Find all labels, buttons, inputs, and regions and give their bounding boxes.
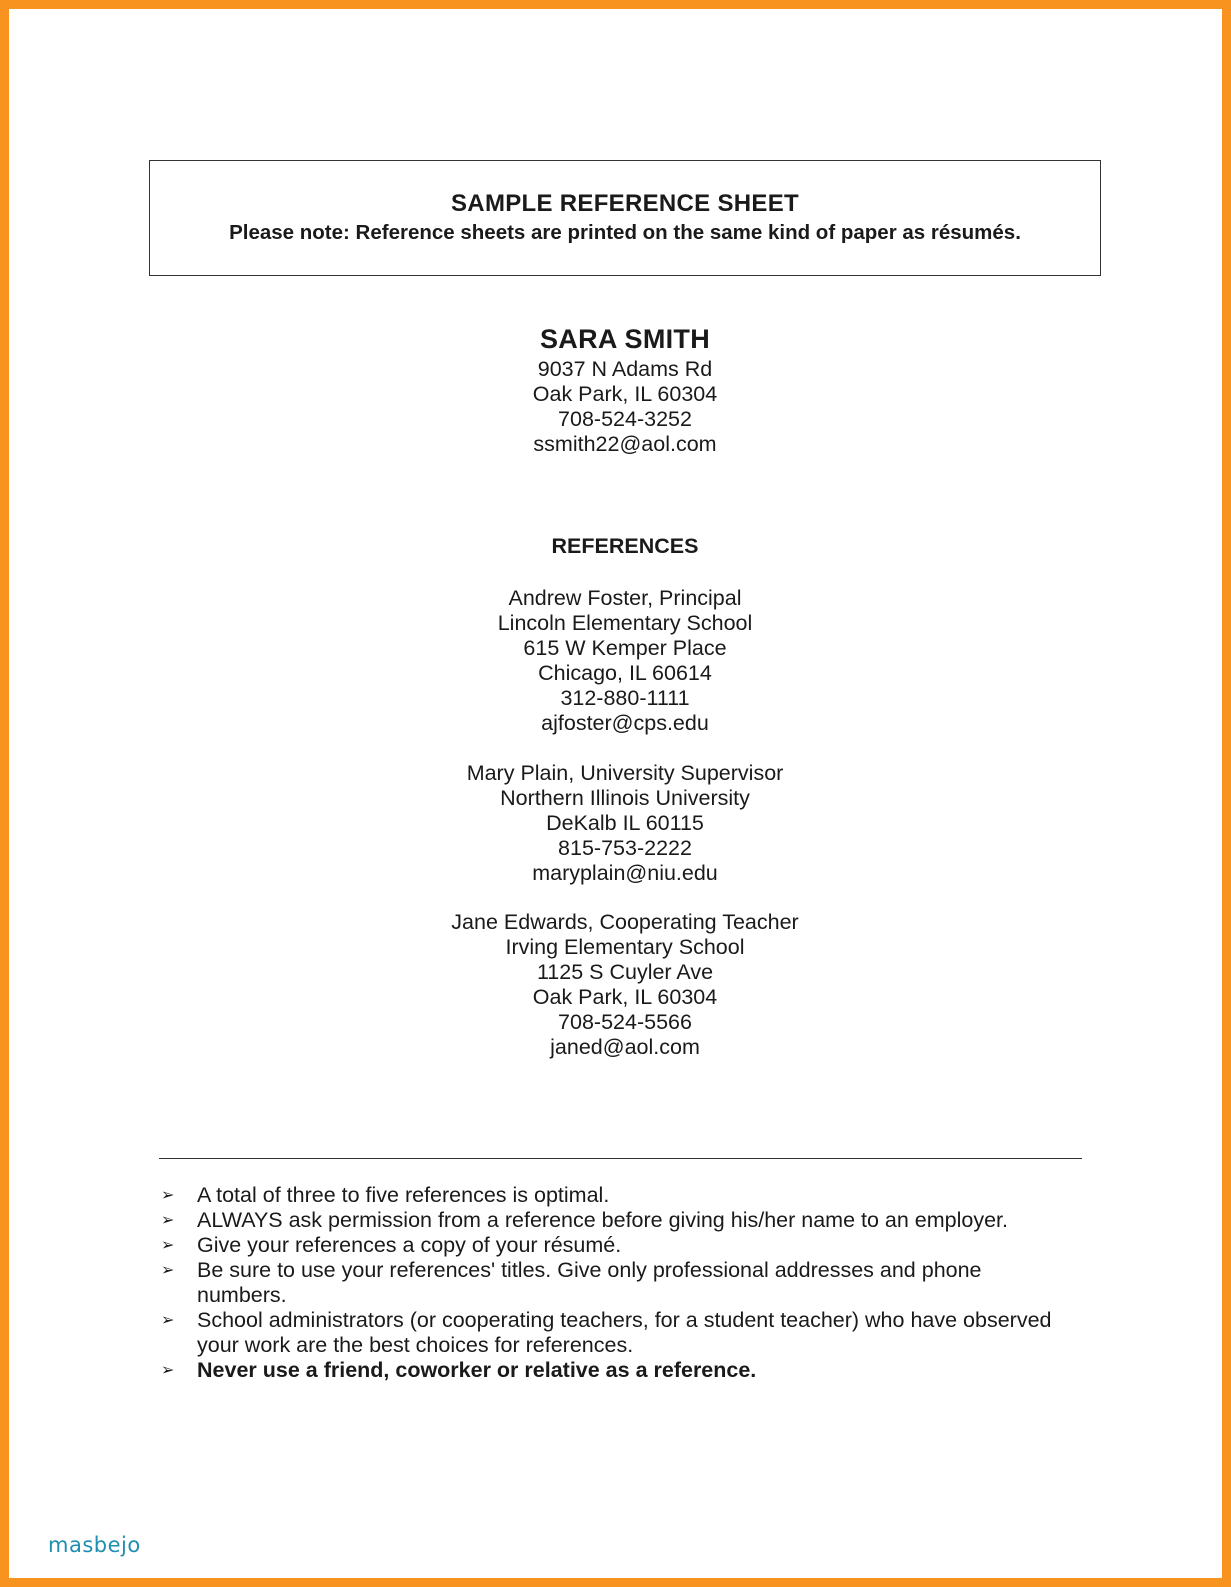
references-heading: REFERENCES [551,534,699,558]
reference-phone: 312-880-1111 [560,686,690,710]
arrow-bullet-icon: ➢ [161,1312,175,1329]
applicant-address-line2: Oak Park, IL 60304 [532,382,718,406]
reference-organization: Irving Elementary School [505,935,745,959]
applicant-address-line1: 9037 N Adams Rd [537,357,713,381]
tip-item [161,1308,1061,1358]
tip-text: Never use a friend, coworker or relative as a reference. [197,1358,757,1382]
arrow-bullet-icon: ➢ [161,1187,175,1204]
applicant-phone: 708-524-3252 [558,407,692,431]
applicant-email: ssmith22@aol.com [533,432,717,456]
arrow-bullet-icon: ➢ [161,1362,175,1379]
reference-city: Chicago, IL 60614 [538,661,712,685]
reference-name-title: Mary Plain, University Supervisor [466,761,784,785]
reference-block [149,586,1101,736]
reference-street: 615 W Kemper Place [523,636,727,660]
header-box [149,160,1101,276]
applicant-contact [149,357,1101,457]
tip-item [161,1208,1061,1233]
tips-list [161,1183,1061,1383]
reference-email: maryplain@niu.edu [532,861,718,885]
tip-text: Be sure to use your references' titles. Give only professional addresses and phone numbers. [197,1258,982,1307]
reference-city: DeKalb IL 60115 [546,811,704,835]
arrow-bullet-icon: ➢ [161,1262,175,1279]
tip-item [161,1233,1061,1258]
reference-organization: Northern Illinois University [500,786,750,810]
reference-phone: 708-524-5566 [558,1010,692,1034]
tip-text: ALWAYS ask permission from a reference before giving his/her name to an employer. [197,1208,1009,1232]
reference-phone: 815-753-2222 [558,836,692,860]
tip-item [161,1183,1061,1208]
tip-item [161,1258,1061,1308]
reference-street: 1125 S Cuyler Ave [536,960,714,984]
tip-item [161,1358,1061,1383]
reference-email: janed@aol.com [550,1035,700,1059]
page-title: SAMPLE REFERENCE SHEET [451,190,799,217]
reference-name-title: Jane Edwards, Cooperating Teacher [451,910,799,934]
tip-text: School administrators (or cooperating teachers, for a student teacher) who have observed your work are the best choices for references. [197,1308,1052,1357]
watermark: masbejo [48,1533,141,1557]
divider-line [159,1158,1082,1159]
reference-block [149,910,1101,1060]
arrow-bullet-icon: ➢ [161,1212,175,1229]
applicant-name: SARA SMITH [540,324,710,354]
reference-organization: Lincoln Elementary School [497,611,753,635]
arrow-bullet-icon: ➢ [161,1237,175,1254]
reference-city: Oak Park, IL 60304 [532,985,718,1009]
reference-name-title: Andrew Foster, Principal [508,586,742,610]
tip-text: Give your references a copy of your résumé. [197,1233,622,1257]
reference-email: ajfoster@cps.edu [541,711,709,735]
reference-block [149,761,1101,886]
header-note: Please note: Reference sheets are printed on the same kind of paper as résumés. [229,221,1021,244]
tip-text: A total of three to five references is optimal. [197,1183,610,1207]
